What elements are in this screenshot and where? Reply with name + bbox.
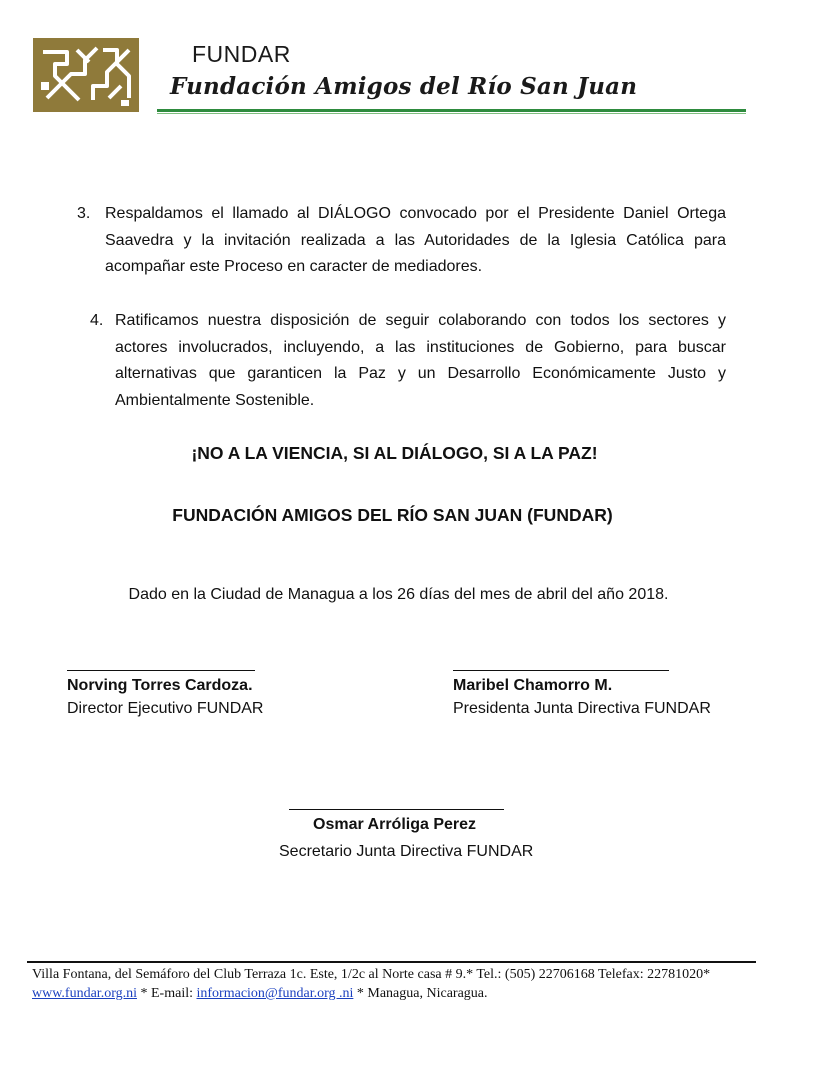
email-link[interactable]: informacion@fundar.org .ni	[196, 986, 354, 1001]
signature-line-1	[67, 670, 255, 671]
signatory-role-1: Director Ejecutivo FUNDAR	[67, 700, 264, 717]
footer-contact	[32, 986, 488, 1002]
slogan-heading: ¡NO A LA VIENCIA, SI AL DIÁLOGO, SI A LA PAZ!	[191, 443, 598, 463]
org-full-name: Fundación Amigos del Río San Juan	[170, 73, 638, 100]
signatory-role-2: Presidenta Junta Directiva FUNDAR	[453, 700, 711, 717]
email-prefix: * E-mail:	[137, 986, 197, 1001]
footer-suffix: * Managua, Nicaragua.	[353, 986, 488, 1001]
signatory-name-3: Osmar Arróliga Perez	[313, 816, 477, 833]
item-3-number: 3.	[77, 205, 91, 222]
signatory-role-3: Secretario Junta Directiva FUNDAR	[279, 843, 534, 860]
item-4-text: Ratificamos nuestra disposición de seguir colaborando con todos los sectores y actores involucrados, incluyendo, a las instituciones de Gobierno, para buscar alternativas que garanticen la Paz y un Desarrollo Económicamente Justo y Ambientalmente Sostenible.	[115, 312, 726, 409]
signatory-name-2: Maribel Chamorro M.	[453, 677, 613, 694]
date-statement: Dado en la Ciudad de Managua a los 26 días del mes de abril del año 2018.	[128, 586, 669, 603]
footer-address: Villa Fontana, del Semáforo del Club Terraza 1c. Este, 1/2c al Norte casa # 9.* Tel.: (505) 22706168 Telefax: 22781020*	[32, 967, 711, 982]
signature-line-2	[453, 670, 669, 671]
org-short-name: FUNDAR	[192, 41, 291, 67]
item-3-text: Respaldamos el llamado al DIÁLOGO convocado por el Presidente Daniel Ortega Saavedra y la invitación realizada a las Autoridades de la Iglesia Católica para acompañar este Proceso en caracter de mediadores.	[105, 205, 726, 275]
item-4-number: 4.	[90, 312, 104, 329]
header-divider-thin	[157, 113, 746, 114]
signatory-name-1: Norving Torres Cardoza.	[67, 677, 253, 694]
fundar-logo	[33, 38, 139, 112]
website-link[interactable]: www.fundar.org.ni	[32, 986, 137, 1001]
organization-heading: FUNDACIÓN AMIGOS DEL RÍO SAN JUAN (FUNDAR)	[172, 505, 613, 525]
signature-line-3	[289, 809, 504, 810]
header-divider	[157, 109, 746, 112]
footer-divider	[27, 961, 756, 963]
